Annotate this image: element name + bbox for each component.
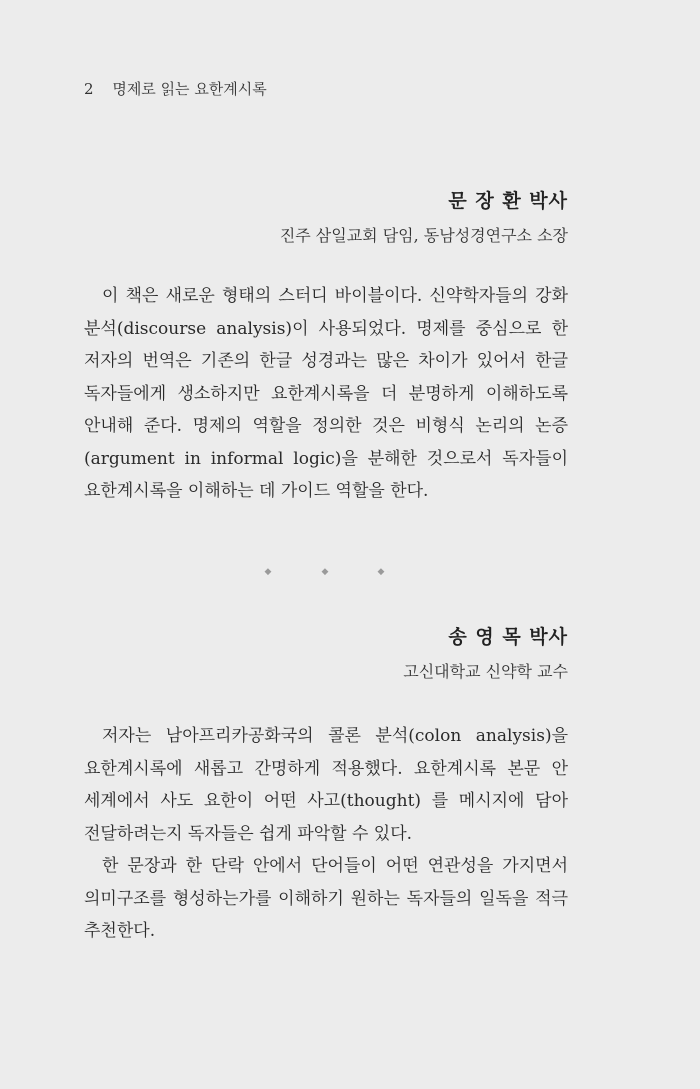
endorser-affiliation: 진주 삼일교회 담임, 동남성경연구소 소장 xyxy=(279,226,568,245)
section-divider xyxy=(0,560,700,580)
divider-diamond: ◆ xyxy=(321,567,329,577)
endorser-affiliation: 고신대학교 신약학 교수 xyxy=(403,662,568,681)
endorsement-1 xyxy=(84,186,568,508)
running-header xyxy=(84,78,267,99)
paragraph: 저자는 남아프리카공화국의 콜론 분석(colon analysis)을 요한계시록에 새롭고 간명하게 적용했다. 요한계시록 본문 안 세계에서 사도 요한이 어떤 사고(thought) 를 메시지에 담아 전달하려는지 독자들은 쉽게 파악할 수 있다. xyxy=(84,726,568,844)
endorsement-text xyxy=(84,720,568,948)
divider-diamond: ◆ xyxy=(264,567,272,577)
endorsement-2 xyxy=(84,622,568,948)
endorser-name: 문 장 환 박사 xyxy=(448,190,568,212)
endorser-name: 송 영 목 박사 xyxy=(448,626,568,648)
paragraph: 한 문장과 한 단락 안에서 단어들이 어떤 연관성을 가지면서 의미구조를 형성하는가를 이해하기 원하는 독자들의 일독을 적극 추천한다. xyxy=(84,856,568,941)
endorsement-text xyxy=(84,280,568,508)
book-title: 명제로 읽는 요한계시록 xyxy=(112,80,267,98)
divider-diamond: ◆ xyxy=(377,567,385,577)
paragraph: 이 책은 새로운 형태의 스터디 바이블이다. 신약학자들의 강화 분석(discourse analysis)이 사용되었다. 명제를 중심으로 한 저자의 번역은 기존의 한글 성경과는 많은 차이가 있어서 한글 독자들에게 생소하지만 요한계시록을 더 분명하게 이해하도록 안내해 준다. 명제의 역할을 정의한 것은 비형식 논리의 논증(argument in informal logic)을 분해한 것으로서 독자들이 요한계시록을 이해하는 데 가이드 역할을 한다. xyxy=(84,286,568,501)
page-number: 2 xyxy=(84,80,94,98)
